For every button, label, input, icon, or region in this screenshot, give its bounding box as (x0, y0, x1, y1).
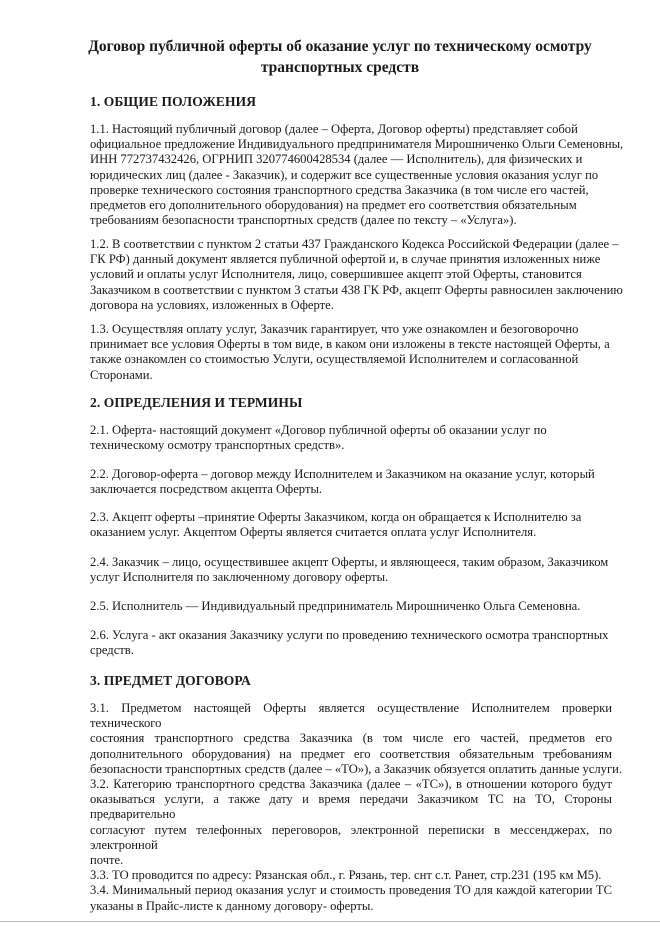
document-title: Договор публичной оферты об оказание услуг по техническому осмотру транспортных средств (88, 38, 592, 76)
text-line: указаны в Прайс-листе к данному договору- оферты. (90, 898, 374, 913)
text-line: 2.6. Услуга - акт оказания Заказчику услуги по проведению технического осмотра транспортных (90, 628, 609, 642)
text-line: ГК РФ) данный документ является публичной офертой и, в случае принятия изложенных ниже (90, 252, 601, 267)
paragraph-3 (90, 701, 623, 914)
text-line: состояния транспортного средства Заказчика (в том числе его частей, предметов его (90, 731, 612, 746)
text-line: 1.1. Настоящий публичный договор (далее – Оферта, Договор оферты) представляет собой (90, 122, 578, 136)
section-heading-general: 1. ОБЩИЕ ПОЛОЖЕНИЯ (90, 94, 257, 109)
text-line: юридических лиц (далее - Заказчик), и содержит все существенные условия оказания услуг по (90, 167, 599, 182)
text-line: дополнительного оборудования) на предмет его соответствия обязательным требованиям (90, 746, 612, 761)
text-line: принимает все условия Оферты в том виде, в каком они изложены в тексте настоящей Оферты, а (90, 337, 610, 352)
text-line: Сторонами. (90, 367, 153, 382)
text-line: 3.3. ТО проводится по адресу: Рязанская обл., г. Рязань, тер. снт с.т. Ранет, стр.231 (195 км М5). (90, 868, 602, 883)
text-line: требованиям безопасности транспортных средств (далее по тексту – «Услуга»). (90, 213, 517, 228)
paragraph-2-6 (90, 628, 612, 658)
text-line: 3.4. Минимальный период оказания услуг и стоимость проведения ТО для каждой категории ТС (90, 883, 612, 898)
paragraph-2-3 (90, 510, 612, 540)
text-line: средств. (90, 643, 134, 658)
paragraph-2-2 (90, 467, 612, 497)
text-line: ИНН 772737432426, ОГРНИП 320774600428534 (далее — Исполнитель), для физических и (90, 152, 583, 167)
paragraph-1-2 (90, 237, 623, 313)
section-heading-definitions: 2. ОПРЕДЕЛЕНИЯ И ТЕРМИНЫ (90, 395, 303, 410)
text-line: 2.3. Акцепт оферты –принятие Оферты Заказчиком, когда он обращается к Исполнителю за (90, 510, 582, 524)
paragraph-2-1 (90, 423, 612, 453)
paragraph-1-1 (90, 122, 624, 228)
text-line: предметов его дополнительного оборудования) на предмет его соответствия обязательным (90, 198, 577, 213)
paragraph-1-3 (90, 322, 612, 383)
text-line: оказанием услуг. Акцептом Оферты является считается оплата услуг Исполнителя. (90, 525, 537, 540)
text-line: безопасности транспортных средств (далее – «ТО»), а Заказчик обязуется оплатить данные услуги. (90, 761, 623, 776)
text-line: почте. (90, 853, 124, 868)
text-line: техническому осмотру транспортных средств». (90, 438, 345, 453)
page-bottom-edge (0, 921, 660, 922)
text-line: услуг Исполнителя по заключенному договору оферты. (90, 570, 389, 585)
text-line: 2.4. Заказчик – лицо, осуществившее акцепт Оферты, и являющееся, таким образом, Заказчиком (90, 555, 609, 569)
text-line: официальное предложение Индивидуального предпринимателя Мирошниченко Ольги Семеновны, (90, 137, 624, 152)
text-line: 2.1. Оферта- настоящий документ «Договор публичной оферты об оказании услуг по (90, 423, 547, 437)
text-line: согласуют путем телефонных переговоров, электронной переписки в мессенджерах, по электронной (90, 822, 612, 852)
text-line: 2.2. Договор-оферта – договор между Исполнителем и Заказчиком на оказание услуг, который (90, 467, 595, 481)
text-line: также ознакомлен со стоимостью Услуги, осуществляемой Исполнителем и согласованной (90, 352, 579, 367)
text-line: оказываться услуги, а также дату и время передачи Заказчиком ТС на ТО, Стороны предварительно (90, 792, 612, 822)
text-line: заключается посредством акцепта Оферты. (90, 482, 323, 497)
text-line: 3.1. Предметом настоящей Оферты является осуществление Исполнителем проверки технического (90, 701, 612, 731)
text-line: договора на условиях, изложенных в Оферте. (90, 297, 334, 312)
section-heading-subject: 3. ПРЕДМЕТ ДОГОВОРА (90, 673, 251, 688)
text-line: 1.3. Осуществляя оплату услуг, Заказчик гарантирует, что уже ознакомлен и безоговорочно (90, 322, 579, 336)
text-line: проверке технического состояния транспортного средства Заказчика (в том числе его частей, (90, 182, 589, 197)
paragraph-2-4 (90, 555, 612, 585)
paragraph-2-5 (90, 599, 612, 614)
text-line: Заказчиком в соответствии с пунктом 3 статьи 438 ГК РФ, акцепт Оферты равносилен заключению (90, 282, 623, 297)
text-line: 3.2. Категорию транспортного средства Заказчика (далее – «ТС»), в отношении которого будут (90, 777, 612, 792)
text-line: 2.5. Исполнитель — Индивидуальный предприниматель Мирошниченко Ольга Семеновна. (90, 599, 581, 613)
text-line: условий и оплаты услуг Исполнителя, лицо, совершившее акцепт этой Оферты, становится (90, 267, 582, 282)
text-line: 1.2. В соответствии с пунктом 2 статьи 437 Гражданского Кодекса Российской Федерации (далее – (90, 237, 619, 251)
